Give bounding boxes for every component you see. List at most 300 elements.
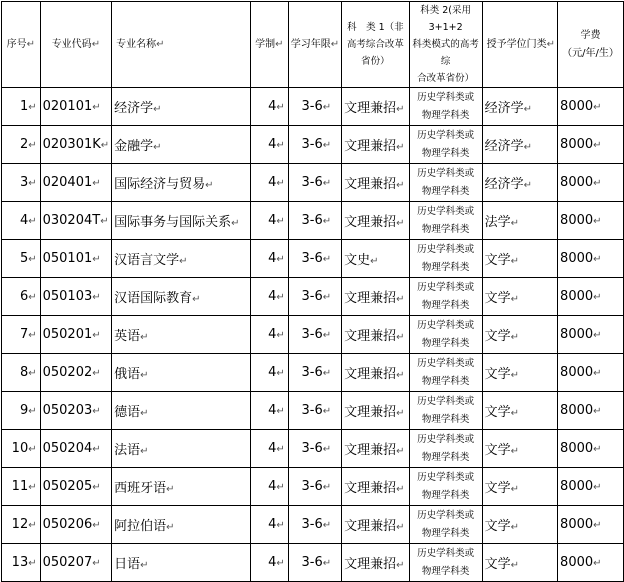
paragraph-mark-icon: ↵ [593, 444, 602, 455]
cell-code [40, 278, 112, 316]
cell-length [250, 392, 288, 430]
cell-degree-text: 经济学 [484, 139, 524, 154]
cell-code [40, 202, 112, 240]
cell-name-text: 阿拉伯语 [114, 519, 167, 534]
cell-duration-text: 3-6 [301, 327, 323, 342]
cell-subject2 [409, 506, 482, 544]
cell-seq [2, 354, 41, 392]
cell-length-text: 4 [268, 517, 277, 532]
cell-length-text: 4 [268, 137, 277, 152]
cell-name [112, 278, 251, 316]
paragraph-mark-icon: ↵ [92, 102, 101, 113]
cell-degree [482, 240, 557, 278]
cell-tuition [558, 468, 624, 506]
cell-code [40, 392, 112, 430]
cell-subject1 [342, 202, 409, 240]
cell-length-text: 4 [268, 327, 277, 342]
paragraph-mark-icon: ↵ [276, 520, 285, 531]
cell-tuition [558, 354, 624, 392]
cell-duration [288, 278, 341, 316]
paragraph-mark-icon: ↵ [396, 218, 405, 229]
cell-subject1 [342, 316, 409, 354]
subject2-line2: 物理学科类 [421, 261, 470, 273]
cell-tuition-text: 8000 [560, 517, 594, 532]
paragraph-mark-icon: ↵ [276, 178, 285, 189]
header-subject1: 科 类 1（非 高考综合改革 省份） [342, 2, 409, 88]
cell-name-text: 西班牙语 [114, 481, 167, 496]
cell-code-text: 050201 [42, 327, 93, 342]
cell-name [112, 316, 251, 354]
cell-code-text: 050203 [42, 403, 93, 418]
cell-subject1 [342, 468, 409, 506]
cell-name-text: 法语 [114, 443, 141, 458]
paragraph-mark-icon: ↵ [510, 332, 520, 343]
paragraph-mark-icon: ↵ [396, 408, 405, 419]
cell-degree-text: 文学 [484, 291, 511, 306]
cell-length-text: 4 [268, 175, 277, 190]
cell-length-text: 4 [268, 213, 277, 228]
paragraph-mark-icon: ↵ [593, 482, 602, 493]
cell-code-text: 050202 [42, 365, 93, 380]
cell-subject2 [409, 430, 482, 468]
cell-seq-text: 13 [11, 555, 29, 570]
paragraph-mark-icon: ↵ [510, 560, 520, 571]
paragraph-mark-icon: ↵ [510, 218, 520, 229]
table-row [2, 544, 624, 582]
cell-code [40, 240, 112, 278]
subject2-line1: 历史学科类或 [417, 319, 475, 331]
cell-seq [2, 430, 41, 468]
cell-code [40, 164, 112, 202]
cell-degree [482, 316, 557, 354]
paragraph-mark-icon: ↵ [276, 254, 285, 265]
subject2-line2: 物理学科类 [421, 375, 470, 387]
cell-name-text: 俄语 [114, 367, 141, 382]
table-body [2, 88, 624, 582]
cell-code-text: 050204 [42, 441, 93, 456]
paragraph-mark-icon: ↵ [322, 330, 332, 341]
table-row [2, 316, 624, 354]
cell-length-text: 4 [268, 479, 277, 494]
cell-code-text: 050205 [42, 479, 93, 494]
cell-seq [2, 392, 41, 430]
cell-duration-text: 3-6 [301, 517, 323, 532]
cell-subject2 [409, 240, 482, 278]
cell-seq [2, 278, 41, 316]
paragraph-mark-icon: ↵ [179, 256, 188, 267]
subject2-line2: 物理学科类 [421, 223, 470, 235]
paragraph-mark-icon: ↵ [276, 330, 285, 341]
paragraph-mark-icon: ↵ [593, 406, 602, 417]
paragraph-mark-icon: ↵ [510, 294, 520, 305]
cell-code-text: 030204T [42, 213, 101, 228]
paragraph-mark-icon: ↵ [92, 292, 101, 303]
cell-seq [2, 316, 41, 354]
cell-duration-text: 3-6 [301, 403, 323, 418]
subject2-line2: 物理学科类 [421, 565, 470, 577]
paragraph-mark-icon: ↵ [28, 140, 37, 151]
paragraph-mark-icon: ↵ [396, 294, 405, 305]
cell-duration [288, 88, 341, 126]
paragraph-mark-icon: ↵ [593, 330, 602, 341]
header-row [2, 2, 624, 88]
paragraph-mark-icon: ↵ [153, 104, 162, 115]
paragraph-mark-icon: ↵ [593, 520, 602, 531]
cell-seq-text: 6 [19, 289, 29, 304]
cell-name-text: 英语 [114, 329, 141, 344]
cell-tuition [558, 544, 624, 582]
paragraph-mark-icon: ↵ [322, 178, 332, 189]
cell-duration [288, 430, 341, 468]
cell-duration [288, 544, 341, 582]
cell-name [112, 354, 251, 392]
paragraph-mark-icon: ↵ [276, 292, 285, 303]
subject2-line2: 物理学科类 [421, 109, 470, 121]
paragraph-mark-icon: ↵ [396, 332, 405, 343]
subject2-line1: 历史学科类或 [417, 243, 475, 255]
paragraph-mark-icon: ↵ [28, 406, 37, 417]
cell-duration-text: 3-6 [301, 137, 323, 152]
subject2-line2: 物理学科类 [421, 489, 470, 501]
cell-duration [288, 392, 341, 430]
cell-name-text: 国际经济与贸易 [114, 177, 206, 192]
cell-seq [2, 88, 41, 126]
paragraph-mark-icon: ↵ [396, 560, 405, 571]
paragraph-mark-icon: ↵ [593, 292, 602, 303]
paragraph-mark-icon: ↵ [322, 140, 332, 151]
cell-seq [2, 544, 41, 582]
paragraph-mark-icon: ↵ [510, 522, 520, 533]
cell-code-text: 050103 [42, 289, 93, 304]
cell-tuition-text: 8000 [560, 289, 594, 304]
cell-tuition [558, 278, 624, 316]
cell-length-text: 4 [268, 99, 277, 114]
cell-length [250, 468, 288, 506]
paragraph-mark-icon: ↵ [92, 444, 101, 455]
paragraph-mark-icon: ↵ [322, 482, 332, 493]
cell-subject2 [409, 468, 482, 506]
cell-degree [482, 468, 557, 506]
cell-subject1-text: 文理兼招 [344, 291, 397, 306]
paragraph-mark-icon: ↵ [28, 558, 37, 569]
subject2-line2: 物理学科类 [421, 413, 470, 425]
cell-degree [482, 506, 557, 544]
cell-degree [482, 202, 557, 240]
cell-subject1-text: 文理兼招 [344, 139, 397, 154]
cell-degree [482, 354, 557, 392]
cell-code-text: 050206 [42, 517, 93, 532]
header-length: 学制↵ [250, 2, 288, 88]
paragraph-mark-icon: ↵ [28, 520, 37, 531]
cell-seq [2, 126, 41, 164]
paragraph-mark-icon: ↵ [192, 294, 201, 305]
cell-tuition-text: 8000 [560, 441, 594, 456]
cell-subject1-text: 文理兼招 [344, 177, 397, 192]
subject2-line2: 物理学科类 [421, 299, 470, 311]
cell-degree-text: 文学 [484, 557, 511, 572]
subject2-line1: 历史学科类或 [417, 547, 475, 559]
cell-degree-text: 文学 [484, 519, 511, 534]
paragraph-mark-icon: ↵ [166, 484, 175, 495]
paragraph-mark-icon: ↵ [322, 444, 332, 455]
paragraph-mark-icon: ↵ [396, 446, 405, 457]
paragraph-mark-icon: ↵ [322, 406, 332, 417]
cell-tuition-text: 8000 [560, 213, 594, 228]
paragraph-mark-icon: ↵ [322, 254, 332, 265]
paragraph-mark-icon: ↵ [140, 408, 149, 419]
cell-name-text: 汉语国际教育 [114, 291, 193, 306]
table-row [2, 278, 624, 316]
paragraph-mark-icon: ↵ [100, 216, 109, 227]
cell-duration-text: 3-6 [301, 99, 323, 114]
cell-duration-text: 3-6 [301, 175, 323, 190]
paragraph-mark-icon: ↵ [322, 292, 332, 303]
paragraph-mark-icon: ↵ [523, 104, 533, 115]
cell-subject1 [342, 164, 409, 202]
cell-length-text: 4 [268, 365, 277, 380]
subject2-line1: 历史学科类或 [417, 91, 475, 103]
cell-seq-text: 3 [19, 175, 29, 190]
cell-code-text: 020101 [42, 99, 93, 114]
subject2-line2: 物理学科类 [421, 527, 470, 539]
paragraph-mark-icon: ↵ [370, 256, 379, 267]
cell-duration [288, 202, 341, 240]
subject2-line1: 历史学科类或 [417, 433, 475, 445]
cell-code [40, 430, 112, 468]
cell-degree [482, 164, 557, 202]
cell-degree-text: 文学 [484, 329, 511, 344]
cell-tuition [558, 240, 624, 278]
cell-duration-text: 3-6 [301, 289, 323, 304]
cell-code [40, 316, 112, 354]
cell-subject2 [409, 202, 482, 240]
cell-seq-text: 2 [19, 137, 29, 152]
cell-tuition [558, 126, 624, 164]
cell-name-text: 日语 [114, 557, 141, 572]
cell-seq [2, 506, 41, 544]
paragraph-mark-icon: ↵ [28, 216, 37, 227]
cell-duration [288, 354, 341, 392]
paragraph-mark-icon: ↵ [28, 254, 37, 265]
paragraph-mark-icon: ↵ [166, 522, 175, 533]
header-name: 专业名称↵ [112, 2, 251, 88]
cell-duration-text: 3-6 [301, 213, 323, 228]
cell-code [40, 126, 112, 164]
cell-subject2 [409, 316, 482, 354]
cell-subject1-text: 文理兼招 [344, 519, 397, 534]
cell-subject1-text: 文理兼招 [344, 367, 397, 382]
cell-length [250, 202, 288, 240]
cell-subject1-text: 文理兼招 [344, 557, 397, 572]
cell-degree-text: 文学 [484, 253, 511, 268]
cell-tuition [558, 316, 624, 354]
header-degree: 授予学位门类↵ [482, 2, 557, 88]
cell-name-text: 金融学 [114, 139, 154, 154]
paragraph-mark-icon: ↵ [396, 370, 405, 381]
cell-subject1 [342, 354, 409, 392]
subject2-line2: 物理学科类 [421, 451, 470, 463]
cell-tuition-text: 8000 [560, 555, 594, 570]
cell-seq-text: 11 [11, 479, 29, 494]
table-row [2, 164, 624, 202]
cell-degree-text: 文学 [484, 405, 511, 420]
cell-subject1-text: 文史 [344, 253, 371, 268]
cell-degree [482, 126, 557, 164]
subject2-line1: 历史学科类或 [417, 509, 475, 521]
subject2-line1: 历史学科类或 [417, 205, 475, 217]
paragraph-mark-icon: ↵ [92, 254, 101, 265]
paragraph-mark-icon: ↵ [593, 102, 602, 113]
cell-duration [288, 164, 341, 202]
cell-degree [482, 392, 557, 430]
cell-degree-text: 文学 [484, 443, 511, 458]
table-row [2, 202, 624, 240]
cell-name [112, 164, 251, 202]
subject2-line2: 物理学科类 [421, 147, 470, 159]
cell-name [112, 506, 251, 544]
cell-duration-text: 3-6 [301, 479, 323, 494]
paragraph-mark-icon: ↵ [523, 180, 533, 191]
header-subject2: 科类 2(采用 3+1+2 科类模式的高考综 合改革省份） [409, 2, 482, 88]
cell-duration-text: 3-6 [301, 441, 323, 456]
subject2-line2: 物理学科类 [421, 337, 470, 349]
paragraph-mark-icon: ↵ [276, 102, 285, 113]
subject2-line1: 历史学科类或 [417, 471, 475, 483]
cell-degree [482, 88, 557, 126]
paragraph-mark-icon: ↵ [510, 256, 520, 267]
paragraph-mark-icon: ↵ [140, 446, 149, 457]
cell-tuition-text: 8000 [560, 327, 594, 342]
cell-subject2 [409, 88, 482, 126]
paragraph-mark-icon: ↵ [28, 368, 37, 379]
cell-subject2 [409, 164, 482, 202]
cell-duration [288, 240, 341, 278]
cell-duration-text: 3-6 [301, 365, 323, 380]
paragraph-mark-icon: ↵ [92, 482, 101, 493]
paragraph-mark-icon: ↵ [276, 406, 285, 417]
cell-subject2 [409, 126, 482, 164]
paragraph-mark-icon: ↵ [510, 484, 520, 495]
cell-degree-text: 经济学 [484, 177, 524, 192]
cell-tuition [558, 506, 624, 544]
cell-subject2 [409, 354, 482, 392]
cell-code [40, 506, 112, 544]
cell-length [250, 316, 288, 354]
cell-name [112, 88, 251, 126]
cell-subject1-text: 文理兼招 [344, 443, 397, 458]
cell-seq-text: 5 [19, 251, 29, 266]
table-row [2, 468, 624, 506]
cell-code-text: 020301K [42, 137, 101, 152]
paragraph-mark-icon: ↵ [322, 368, 332, 379]
paragraph-mark-icon: ↵ [28, 330, 37, 341]
cell-name [112, 202, 251, 240]
cell-length [250, 164, 288, 202]
table-row [2, 506, 624, 544]
paragraph-mark-icon: ↵ [396, 180, 405, 191]
cell-tuition-text: 8000 [560, 251, 594, 266]
cell-tuition [558, 430, 624, 468]
cell-seq-text: 10 [11, 441, 29, 456]
subject2-line1: 历史学科类或 [417, 281, 475, 293]
subject2-line1: 历史学科类或 [417, 129, 475, 141]
cell-subject1 [342, 88, 409, 126]
cell-degree-text: 文学 [484, 367, 511, 382]
table-row [2, 126, 624, 164]
cell-tuition [558, 164, 624, 202]
cell-tuition-text: 8000 [560, 479, 594, 494]
cell-degree-text: 经济学 [484, 101, 524, 116]
paragraph-mark-icon: ↵ [593, 558, 602, 569]
cell-length [250, 88, 288, 126]
cell-tuition [558, 202, 624, 240]
cell-subject2 [409, 392, 482, 430]
cell-seq [2, 202, 41, 240]
cell-seq-text: 9 [19, 403, 29, 418]
cell-subject2 [409, 544, 482, 582]
cell-length [250, 354, 288, 392]
cell-length-text: 4 [268, 403, 277, 418]
table-row [2, 430, 624, 468]
cell-duration [288, 506, 341, 544]
paragraph-mark-icon: ↵ [276, 368, 285, 379]
cell-tuition-text: 8000 [560, 99, 594, 114]
cell-duration-text: 3-6 [301, 555, 323, 570]
paragraph-mark-icon: ↵ [322, 558, 332, 569]
cell-length [250, 430, 288, 468]
paragraph-mark-icon: ↵ [276, 140, 285, 151]
cell-length-text: 4 [268, 251, 277, 266]
paragraph-mark-icon: ↵ [140, 560, 149, 571]
paragraph-mark-icon: ↵ [92, 178, 101, 189]
paragraph-mark-icon: ↵ [276, 444, 285, 455]
subject2-line1: 历史学科类或 [417, 167, 475, 179]
cell-tuition-text: 8000 [560, 137, 594, 152]
cell-seq [2, 164, 41, 202]
cell-length [250, 240, 288, 278]
cell-name [112, 240, 251, 278]
subject2-line1: 历史学科类或 [417, 357, 475, 369]
header-duration: 学习年限↵ [288, 2, 341, 88]
paragraph-mark-icon: ↵ [28, 102, 37, 113]
cell-code [40, 544, 112, 582]
cell-subject1 [342, 544, 409, 582]
paragraph-mark-icon: ↵ [92, 520, 101, 531]
cell-code-text: 020401 [42, 175, 93, 190]
majors-table [1, 1, 624, 582]
cell-code [40, 468, 112, 506]
table-row [2, 354, 624, 392]
paragraph-mark-icon: ↵ [322, 102, 332, 113]
cell-subject2 [409, 278, 482, 316]
cell-length [250, 126, 288, 164]
paragraph-mark-icon: ↵ [276, 482, 285, 493]
cell-tuition-text: 8000 [560, 365, 594, 380]
cell-subject1 [342, 278, 409, 316]
cell-degree-text: 文学 [484, 481, 511, 496]
paragraph-mark-icon: ↵ [593, 216, 602, 227]
paragraph-mark-icon: ↵ [593, 178, 602, 189]
paragraph-mark-icon: ↵ [510, 370, 520, 381]
paragraph-mark-icon: ↵ [593, 368, 602, 379]
paragraph-mark-icon: ↵ [593, 254, 602, 265]
paragraph-mark-icon: ↵ [92, 368, 101, 379]
cell-length [250, 506, 288, 544]
paragraph-mark-icon: ↵ [205, 180, 214, 191]
cell-subject1-text: 文理兼招 [344, 215, 397, 230]
cell-name-text: 经济学 [114, 101, 154, 116]
paragraph-mark-icon: ↵ [276, 216, 285, 227]
